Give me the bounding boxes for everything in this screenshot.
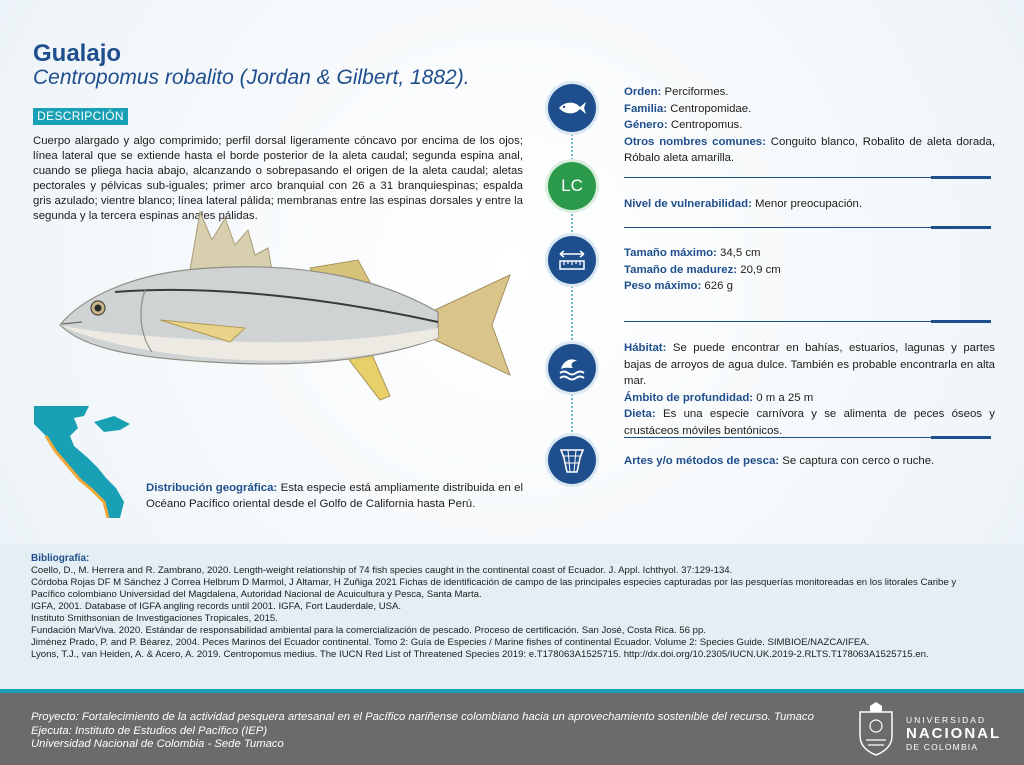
- fishing-block: [624, 453, 995, 470]
- orden-label: Orden:: [624, 86, 662, 98]
- habitat-label: Hábitat:: [624, 342, 667, 354]
- fishing-label: Artes y/o métodos de pesca:: [624, 455, 780, 467]
- bibliography-item: Jiménez Prado, P. and P. Béarez, 2004. Peces Marinos del Ecuador continental. Tomo 2: Guía de Especies / Marine fishes of continental Ecuador. Volume 2: Species Guide. SIMBIOE/NAZCA/IFEA.: [31, 637, 870, 648]
- common-name-title: Gualajo: [33, 40, 122, 67]
- bibliography-item: IGFA, 2001. Database of IGFA angling records until 2001. IGFA, Fort Lauderdale, USA.: [31, 601, 402, 612]
- size-badge: [548, 236, 596, 284]
- fishing-value: Se captura con cerco o ruche.: [782, 455, 935, 467]
- bibliography-item: Fundación MarViva. 2020. Estándar de responsabilidad ambiental para la comercialización de pescado. Proceso de certificación. San José, Costa Rica. 56 pp.: [31, 625, 706, 636]
- university-logo-text: [906, 715, 1001, 752]
- otros-nombres-label: Otros nombres comunes:: [624, 135, 766, 148]
- vulnerability-value: Menor preocupación.: [755, 198, 863, 210]
- logo-line-3: DE COLOMBIA: [906, 742, 979, 752]
- fish-illustration: [40, 200, 520, 440]
- net-icon: [557, 446, 587, 474]
- size-block: [624, 245, 995, 295]
- footer-project: Proyecto: Fortalecimiento de la actividad pesquera artesanal en el Pacífico nariñense colombiano hacia un aprovechamiento sostenible del recurso. Tumaco: [31, 711, 814, 723]
- bibliography-section: [0, 544, 1024, 690]
- orden-value: Perciformes.: [664, 86, 729, 98]
- bibliography-title: Bibliografía:: [31, 553, 90, 564]
- footer-university: Universidad Nacional de Colombia - Sede Tumaco: [31, 738, 284, 750]
- habitat-value: Se puede encontrar en bahías, estuarios, lagunas y partes bajas de arroyos de agua dulce. También es probable encontrarla en alta mar.: [624, 342, 995, 387]
- bibliography-item: Instituto Smithsonian de Investigaciones Tropicales, 2015.: [31, 613, 278, 624]
- scientific-name: Centropomus robalito (Jordan & Gilbert, 1882).: [33, 66, 470, 89]
- taxonomy-block: [624, 84, 995, 167]
- vulnerability-badge: LC: [548, 162, 596, 210]
- distribution-text: Esta especie está ampliamente distribuida en el Océano Pacífico oriental desde el Golfo de California hasta Perú.: [146, 482, 524, 510]
- max-size-label: Tamaño máximo:: [624, 247, 717, 259]
- max-weight-label: Peso máximo:: [624, 280, 702, 292]
- distribution-label: Distribución geográfica:: [146, 482, 278, 494]
- diet-value: Es una especie carnívora y se alimenta de peces óseos y crustáceos móviles bentónicos.: [624, 408, 995, 437]
- habitat-badge: [548, 344, 596, 392]
- max-size-value: 34,5 cm: [720, 247, 761, 259]
- distribution-map: [34, 406, 134, 518]
- logo-line-2: NACIONAL: [906, 725, 1002, 742]
- maturity-size-value: 20,9 cm: [740, 263, 781, 276]
- familia-value: Centropomidae.: [670, 102, 752, 115]
- genero-label: Género:: [624, 119, 668, 131]
- depth-label: Ámbito de profundidad:: [624, 391, 754, 404]
- section-divider: [624, 437, 991, 438]
- taxonomy-fish-badge: [548, 84, 596, 132]
- ruler-icon: [557, 248, 587, 272]
- description-tag: DESCRIPCIÓN: [33, 108, 128, 125]
- bibliography-item: Lyons, T.J., van Heiden, A. & Acero, A. 2019. Centropomus medius. The IUCN Red List of Threatened Species 2019: e.T178063A1525715. http://dx.doi.org/10.2305/IUCN.UK.2019-2.RLTS.T178063A1525715.en.: [31, 649, 929, 660]
- maturity-size-label: Tamaño de madurez:: [624, 263, 738, 276]
- max-weight-value: 626 g: [704, 280, 733, 292]
- description-text: Cuerpo alargado y algo comprimido; perfil dorsal ligeramente cóncavo por encima de los ojos; línea lateral que se extiende hasta el borde posterior de la aleta caudal; segunda espina anal, cuando se pliega hacia abajo, alcanzando o sobrepasando el origen de la aleta caudal; aletas pectorales y pélvicas sub-iguales; primer arco branquial con 26 a 31 branquiespinas; espalda gris azulado; vientre blanco; línea lateral pálida; membranas entre las espinas dorsales y entre la segunda y la tercera espinas anales pálidas.: [33, 135, 523, 222]
- bibliography-item: Coello, D., M. Herrera and R. Zambrano, 2020. Length-weight relationship of 74 fish species caught in the continental coast of Ecuador. J. Appl. Ichthyol. 37:129-134.: [31, 565, 733, 576]
- depth-value: 0 m a 25 m: [756, 391, 814, 404]
- logo-line-1: UNIVERSIDAD: [906, 715, 987, 725]
- vulnerability-block: [624, 196, 995, 213]
- section-divider: [624, 227, 991, 228]
- habitat-block: [624, 340, 995, 439]
- distribution-paragraph: [146, 481, 523, 512]
- section-divider: [624, 177, 991, 178]
- otros-nombres-value: Conguito blanco, Robalito de aleta dorada, Róbalo aleta amarilla.: [624, 135, 995, 164]
- footer-executor: Ejecuta: Instituto de Estudios del Pacífico (IEP): [31, 724, 268, 737]
- familia-label: Familia:: [624, 102, 668, 115]
- university-seal-logo: [856, 702, 896, 756]
- wave-icon: [557, 355, 587, 381]
- footer: [0, 693, 1024, 765]
- diet-label: Dieta:: [624, 408, 656, 420]
- genero-value: Centropomus.: [670, 119, 743, 131]
- section-divider: [624, 321, 991, 322]
- fish-icon: [557, 98, 587, 118]
- vulnerability-label: Nivel de vulnerabilidad:: [624, 198, 752, 210]
- bibliography-item: Córdoba Rojas DF M Sánchez J Correa Helbrum D Marmol, J Altamar, H Zuñiga 2021 Fichas de identificación de campo de las principales especies capturadas por las pesquerías monitoreadas en los litorales Caribe y Pacífico colombiano Universidad del Magdalena, Autoridad Nacional de Acuicultura y Pesca, Santa Marta.: [31, 577, 957, 600]
- fishing-badge: [548, 436, 596, 484]
